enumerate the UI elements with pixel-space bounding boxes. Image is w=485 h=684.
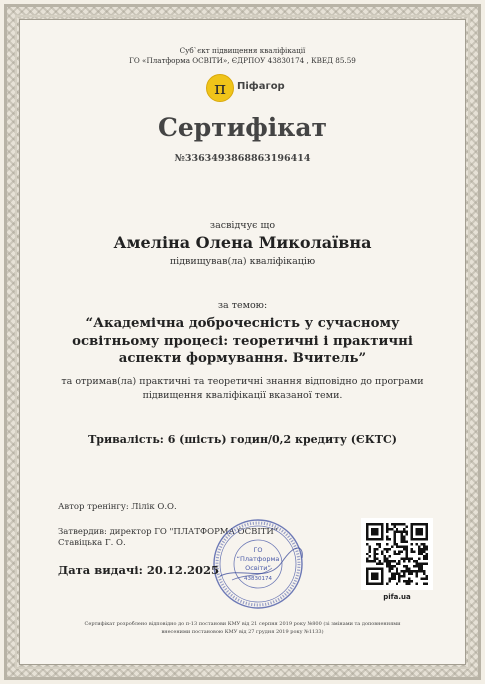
- trainer-text: Автор тренінгу: Лілік О.О.: [58, 502, 177, 512]
- received-line-1: та отримав(ла) практичні та теоретичні знання відповідно до програми: [61, 376, 424, 387]
- footer-line-2: внесеними постановою КМУ від 27 грудня 2019 року №1133): [161, 628, 324, 635]
- certifies-text: засвідчує що: [209, 220, 276, 231]
- topic-title: [60, 315, 425, 368]
- certificate-number: №3363493868863196414: [174, 153, 311, 164]
- stamp-line-3: Освіти”: [245, 564, 271, 572]
- issuer-line-2: ГО «Платформа ОСВІТИ», ЄДРПОУ 43830174 , КВЕД 85.59: [129, 56, 356, 65]
- qr-caption: pifa.ua: [383, 593, 411, 601]
- logo-name: Піфагор: [237, 81, 285, 92]
- legal-footer: [65, 621, 420, 636]
- pifagor-logo: [206, 74, 286, 102]
- pi-icon: π: [206, 74, 234, 102]
- organization-stamp: [212, 518, 304, 610]
- topic-line-1: “Академічна доброчесність у сучасному: [85, 316, 400, 331]
- approved-line-1: Затвердив: директор ГО "ПЛАТФОРМА ОСВІТИ": [58, 527, 278, 537]
- topic-line-3: аспекти формування. Вчитель”: [118, 351, 367, 366]
- stamp-line-1: ГО: [253, 546, 263, 554]
- duration-text: Тривалість: 6 (шість) годин/0,2 кредиту (ЄКТС): [88, 433, 397, 446]
- received-text: [50, 375, 435, 402]
- improved-text: підвищував(ла) кваліфікацію: [169, 256, 316, 267]
- stamp-code: 43830174: [244, 576, 272, 582]
- stamp-line-2: “Платформа: [236, 555, 280, 563]
- qr-code[interactable]: [361, 518, 433, 590]
- footer-line-1: Сертифікат розроблено відповідно до п-13 постанови КМУ від 21 серпня 2019 року №800 (зі змінами та доповненнями: [84, 621, 401, 627]
- certificate-title: Сертифікат: [157, 113, 328, 142]
- issuer-line-1: Суб`єкт підвищення кваліфікації: [179, 46, 306, 55]
- issue-date: Дата видачі: 20.12.2025: [58, 563, 219, 577]
- received-line-2: підвищення кваліфікації вказаної теми.: [142, 389, 343, 401]
- approved-line-2: Ставіцька Г. О.: [58, 538, 126, 548]
- recipient-name: Амеліна Олена Миколаївна: [113, 233, 372, 252]
- topic-line-2: освітньому процесі: теоретичні і практичні: [72, 333, 413, 349]
- topic-label: за темою:: [217, 300, 268, 311]
- issuer-info: [0, 46, 485, 66]
